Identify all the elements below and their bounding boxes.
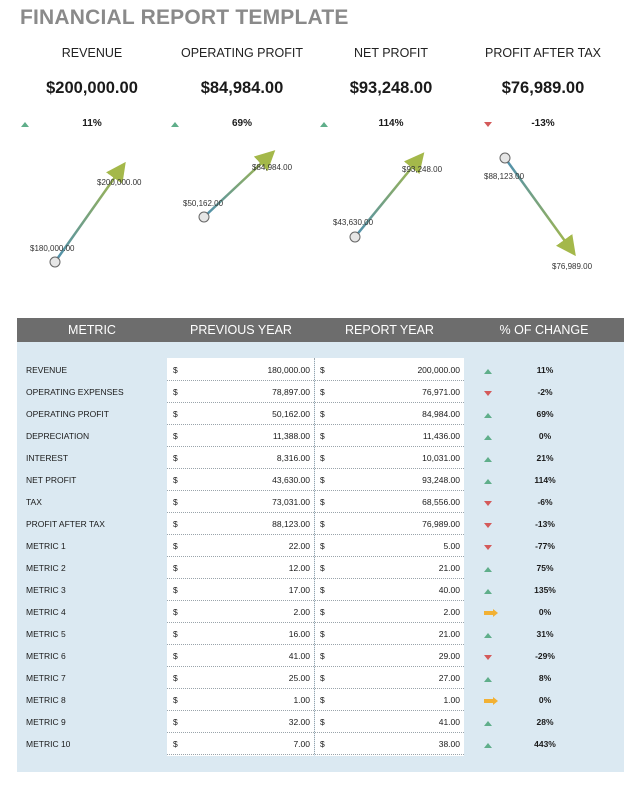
kpi-change (17, 118, 167, 130)
currency-symbol: $ (173, 585, 178, 595)
kpi-label: OPERATING PROFIT (181, 46, 303, 60)
report-year-value: 2.00 (443, 607, 460, 617)
kpi-value: $93,248.00 (349, 79, 433, 97)
currency-symbol: $ (173, 497, 178, 507)
currency-symbol: $ (320, 387, 325, 397)
table-row (0, 403, 644, 425)
currency-symbol: $ (173, 409, 178, 419)
sparkline-prev-label: $180,000.00 (30, 244, 75, 253)
table-row (0, 447, 644, 469)
percent-change-value: 31% (536, 629, 554, 639)
percent-change-value: 69% (536, 409, 554, 419)
kpi-change-value: -13% (531, 118, 555, 129)
currency-symbol: $ (320, 607, 325, 617)
kpi-change (316, 118, 466, 130)
sparkline-prev-label: $43,630.00 (333, 218, 374, 227)
currency-symbol: $ (173, 673, 178, 683)
previous-year-value: 73,031.00 (272, 497, 310, 507)
page-title: FINANCIAL REPORT TEMPLATE (20, 6, 349, 29)
previous-year-value: 43,630.00 (272, 475, 310, 485)
report-year-value: 10,031.00 (422, 453, 460, 463)
currency-symbol: $ (320, 409, 325, 419)
percent-change-value: 75% (536, 563, 554, 573)
table-row (0, 491, 644, 513)
sparkline-start-point (350, 232, 360, 242)
table-row (0, 425, 644, 447)
trend-up-icon (484, 410, 492, 420)
metric-name: OPERATING EXPENSES (26, 387, 124, 397)
currency-symbol: $ (173, 541, 178, 551)
percent-change-value: -77% (535, 541, 555, 551)
previous-year-value: 78,897.00 (272, 387, 310, 397)
previous-year-value: 50,162.00 (272, 409, 310, 419)
percent-change-value: 135% (534, 585, 556, 595)
currency-symbol: $ (173, 651, 178, 661)
currency-symbol: $ (320, 585, 325, 595)
currency-symbol: $ (320, 453, 325, 463)
report-year-value: 93,248.00 (422, 475, 460, 485)
currency-symbol: $ (173, 453, 178, 463)
currency-symbol: $ (173, 431, 178, 441)
kpi-change-value: 114% (378, 118, 404, 129)
percent-change-value: 114% (534, 475, 556, 485)
kpi-value: $76,989.00 (501, 79, 585, 97)
header-metric: METRIC (68, 323, 116, 337)
trend-down-icon (484, 542, 492, 552)
previous-year-value: 32.00 (288, 717, 310, 727)
report-year-value: 5.00 (443, 541, 460, 551)
currency-symbol: $ (320, 519, 325, 529)
table-row (0, 469, 644, 491)
table-row (0, 601, 644, 623)
previous-year-value: 17.00 (288, 585, 310, 595)
percent-change-value: 28% (536, 717, 554, 727)
trend-up-icon (484, 718, 492, 728)
currency-symbol: $ (173, 519, 178, 529)
trend-up-icon (484, 432, 492, 442)
currency-symbol: $ (320, 695, 325, 705)
kpi-change-value: 69% (231, 118, 252, 129)
currency-symbol: $ (320, 365, 325, 375)
report-year-value: 21.00 (438, 563, 460, 573)
sparkline-start-point (500, 153, 510, 163)
percent-change-value: -29% (535, 651, 555, 661)
table-row (0, 689, 644, 711)
trend-up-icon (484, 366, 492, 376)
previous-year-value: 12.00 (288, 563, 310, 573)
table-row (0, 623, 644, 645)
report-year-value: 11,436.00 (422, 431, 460, 441)
percent-change-value: 0% (538, 607, 552, 617)
table-row (0, 513, 644, 535)
metric-name: INTEREST (26, 453, 69, 463)
row-divider (167, 754, 464, 755)
header-previous-year: PREVIOUS YEAR (190, 323, 292, 337)
header-report-year: REPORT YEAR (345, 323, 434, 337)
kpi-revenue (17, 46, 167, 98)
metric-name: PROFIT AFTER TAX (26, 519, 105, 529)
currency-symbol: $ (173, 475, 178, 485)
metric-name: METRIC 9 (26, 717, 66, 727)
kpi-net-profit (316, 46, 466, 98)
currency-symbol: $ (173, 717, 178, 727)
metric-name: OPERATING PROFIT (26, 409, 109, 419)
trend-flat-icon (484, 608, 494, 618)
kpi-profit-after-tax (468, 46, 618, 98)
currency-symbol: $ (320, 541, 325, 551)
percent-change-value: 0% (538, 695, 552, 705)
previous-year-value: 7.00 (293, 739, 310, 749)
table-row (0, 711, 644, 733)
currency-symbol: $ (173, 365, 178, 375)
report-year-value: 68,556.00 (422, 497, 460, 507)
currency-symbol: $ (320, 739, 325, 749)
percent-change-value: 21% (536, 453, 554, 463)
trend-flat-icon (484, 696, 494, 706)
sparkline-start-point (199, 212, 209, 222)
kpi-sparklines (0, 140, 644, 290)
currency-symbol: $ (320, 431, 325, 441)
trend-up-icon (484, 564, 492, 574)
report-year-value: 40.00 (438, 585, 460, 595)
metric-name: TAX (26, 497, 42, 507)
kpi-label: NET PROFIT (353, 46, 429, 60)
sparkline-prev-label: $50,162.00 (183, 199, 224, 208)
metric-name: METRIC 5 (26, 629, 66, 639)
metric-name: METRIC 7 (26, 673, 66, 683)
metric-name: METRIC 10 (26, 739, 71, 749)
currency-symbol: $ (320, 717, 325, 727)
table-row (0, 579, 644, 601)
percent-change-value: 0% (538, 431, 552, 441)
currency-symbol: $ (173, 629, 178, 639)
previous-year-value: 11,388.00 (272, 431, 310, 441)
report-year-value: 29.00 (438, 651, 460, 661)
trend-up-icon (484, 476, 492, 486)
metric-name: METRIC 8 (26, 695, 66, 705)
report-year-value: 76,989.00 (422, 519, 460, 529)
previous-year-value: 22.00 (288, 541, 310, 551)
report-year-value: 200,000.00 (417, 365, 460, 375)
currency-symbol: $ (173, 739, 178, 749)
report-year-value: 41.00 (438, 717, 460, 727)
table-row (0, 645, 644, 667)
table-row (0, 381, 644, 403)
currency-symbol: $ (320, 629, 325, 639)
table-header (17, 318, 624, 342)
sparkline-report-label: $93,248.00 (402, 165, 443, 174)
currency-symbol: $ (173, 387, 178, 397)
metric-name: METRIC 2 (26, 563, 66, 573)
sparkline-start-point (50, 257, 60, 267)
trend-down-icon (484, 388, 492, 398)
currency-symbol: $ (173, 695, 178, 705)
kpi-operating-profit (167, 46, 317, 98)
trend-up-icon (484, 586, 492, 596)
kpi-change (167, 118, 317, 130)
metric-name: NET PROFIT (26, 475, 77, 485)
currency-symbol: $ (320, 563, 325, 573)
sparkline-report-label: $84,984.00 (252, 163, 293, 172)
kpi-change-value: 11% (82, 118, 102, 129)
metric-name: METRIC 6 (26, 651, 66, 661)
kpi-label: PROFIT AFTER TAX (485, 46, 601, 60)
kpi-value: $84,984.00 (200, 79, 284, 97)
percent-change-value: -2% (537, 387, 553, 397)
percent-change-value: -6% (537, 497, 553, 507)
table-row (0, 535, 644, 557)
sparkline-report-label: $76,989.00 (552, 262, 593, 271)
table-row (0, 733, 644, 755)
currency-symbol: $ (320, 651, 325, 661)
percent-change-value: -13% (535, 519, 555, 529)
currency-symbol: $ (173, 607, 178, 617)
previous-year-value: 41.00 (288, 651, 310, 661)
kpi-change (468, 118, 618, 130)
currency-symbol: $ (320, 497, 325, 507)
previous-year-value: 25.00 (288, 673, 310, 683)
trend-down-icon (484, 520, 492, 530)
trend-down-icon (484, 498, 492, 508)
currency-symbol: $ (173, 563, 178, 573)
previous-year-value: 16.00 (288, 629, 310, 639)
report-year-value: 21.00 (438, 629, 460, 639)
percent-change-value: 443% (534, 739, 556, 749)
metric-name: DEPRECIATION (26, 431, 90, 441)
previous-year-value: 180,000.00 (267, 365, 310, 375)
trend-up-icon (484, 740, 492, 750)
trend-up-icon (484, 674, 492, 684)
table-row (0, 557, 644, 579)
report-year-value: 76,971.00 (422, 387, 460, 397)
trend-up-icon (484, 630, 492, 640)
currency-symbol: $ (320, 475, 325, 485)
table-row (0, 667, 644, 689)
table-row (0, 359, 644, 381)
report-year-value: 27.00 (438, 673, 460, 683)
metric-name: REVENUE (26, 365, 68, 375)
kpi-label: REVENUE (61, 46, 123, 60)
kpi-value: $200,000.00 (46, 79, 138, 97)
previous-year-value: 2.00 (293, 607, 310, 617)
trend-down-icon (484, 652, 492, 662)
sparkline-report-label: $200,000.00 (97, 178, 142, 187)
trend-up-icon (484, 454, 492, 464)
header-percent-change: % OF CHANGE (499, 323, 589, 337)
currency-symbol: $ (320, 673, 325, 683)
report-year-value: 38.00 (438, 739, 460, 749)
metric-name: METRIC 1 (26, 541, 66, 551)
metric-name: METRIC 4 (26, 607, 66, 617)
percent-change-value: 8% (538, 673, 552, 683)
report-year-value: 84,984.00 (422, 409, 460, 419)
previous-year-value: 1.00 (293, 695, 310, 705)
sparkline-prev-label: $88,123.00 (484, 172, 525, 181)
report-year-value: 1.00 (443, 695, 460, 705)
previous-year-value: 88,123.00 (272, 519, 310, 529)
previous-year-value: 8,316.00 (276, 453, 310, 463)
percent-change-value: 11% (536, 365, 554, 375)
metric-name: METRIC 3 (26, 585, 66, 595)
